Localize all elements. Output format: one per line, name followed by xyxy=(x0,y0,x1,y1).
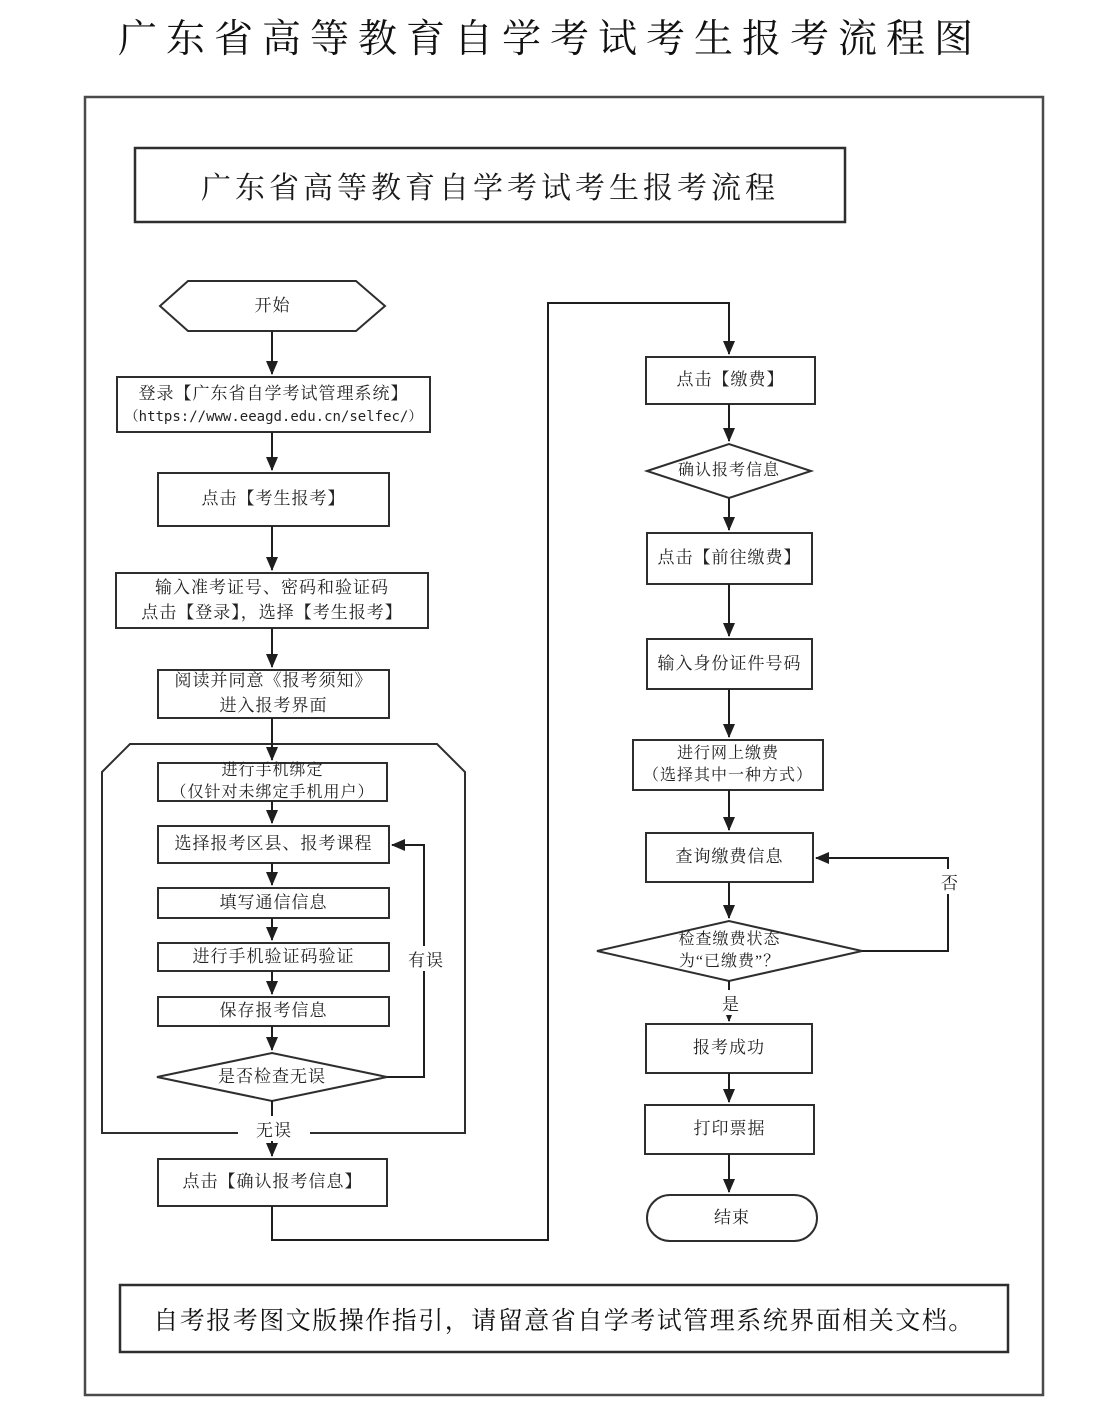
edge-label-no-error: 无误 xyxy=(238,1116,310,1141)
input-credentials-line1: 输入准考证号、密码和验证码 xyxy=(155,577,389,597)
candidate-register-label: 点击【考生报考】 xyxy=(201,489,346,509)
click-pay-label: 点击【缴费】 xyxy=(676,370,785,390)
check-paid-line1: 检查缴费状态 xyxy=(678,930,781,948)
read-notice-label xyxy=(158,670,389,718)
edge-label-has-error: 有误 xyxy=(390,946,462,971)
bottom-note: 自考报考图文版操作指引，请留意省自学考试管理系统界面相关文档。 xyxy=(153,1307,975,1335)
bind-phone-line2: （仅针对未绑定手机用户） xyxy=(170,784,375,801)
end-label: 结束 xyxy=(714,1207,750,1227)
login-label xyxy=(117,377,430,432)
check-paid-line2: 为“已缴费”？ xyxy=(678,953,781,970)
bind-phone-label xyxy=(158,760,387,804)
input-credentials-line2: 点击【登录】，选择【考生报考】 xyxy=(141,602,403,622)
online-pay-label xyxy=(633,740,823,790)
read-notice-line1: 阅读并同意《报考须知》 xyxy=(174,671,373,691)
input-credentials-label xyxy=(116,573,428,628)
online-pay-line2: （选择其中一种方式） xyxy=(642,767,813,784)
print-receipt-label: 打印票据 xyxy=(693,1119,766,1139)
page-title: 广东省高等教育自学考试考生报考流程图 xyxy=(117,18,982,61)
chart-title: 广东省高等教育自学考试考生报考流程 xyxy=(201,172,779,205)
login-line1: 登录【广东省自学考试管理系统】 xyxy=(138,384,409,404)
edge-label-yes: 是 xyxy=(712,990,750,1015)
save-info-label: 保存报考信息 xyxy=(219,1001,328,1021)
fill-contact-label: 填写通信信息 xyxy=(219,892,328,912)
check-correct-label: 是否检查无误 xyxy=(218,1066,326,1086)
select-courses-label: 选择报考区县、报考课程 xyxy=(174,834,373,854)
input-id-label: 输入身份证件号码 xyxy=(657,653,802,673)
edge-label-no: 否 xyxy=(931,869,969,894)
bind-phone-line1: 进行手机绑定 xyxy=(221,762,324,780)
start-label: 开始 xyxy=(254,295,291,315)
register-success-label: 报考成功 xyxy=(693,1038,765,1058)
confirm-info-label: 点击【确认报考信息】 xyxy=(182,1172,363,1192)
sms-verify-label: 进行手机验证码验证 xyxy=(192,946,355,966)
online-pay-line1: 进行网上缴费 xyxy=(676,744,779,762)
read-notice-line2: 进入报考界面 xyxy=(219,696,328,715)
query-pay-label: 查询缴费信息 xyxy=(675,847,784,867)
check-paid-label xyxy=(597,921,862,981)
login-url: （https://www.eeagd.edu.cn/selfec/） xyxy=(124,408,423,425)
confirm-reg-label: 确认报考信息 xyxy=(677,462,780,480)
goto-pay-label: 点击【前往缴费】 xyxy=(657,548,802,568)
